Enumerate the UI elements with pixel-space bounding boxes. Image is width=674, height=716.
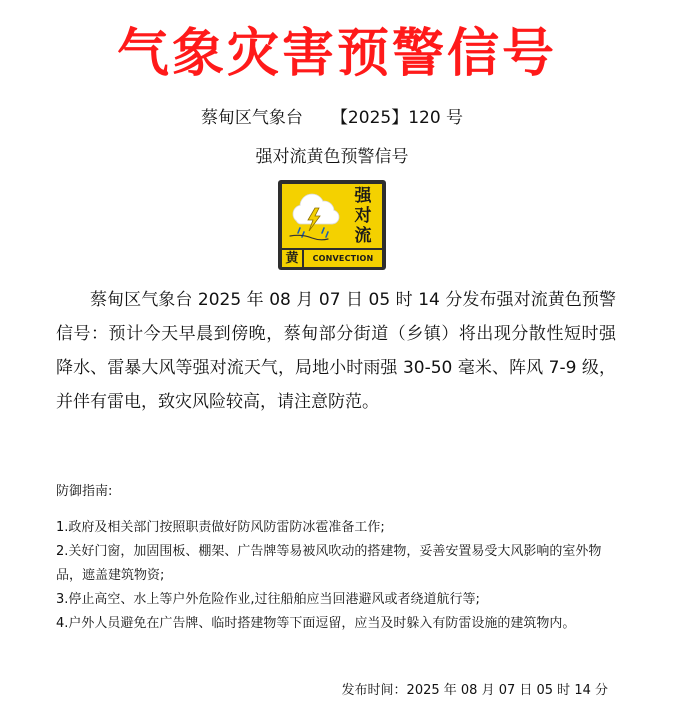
publish-time: 发布时间：2025 年 08 月 07 日 05 时 14 分: [341, 683, 608, 698]
thunderstorm-cloud-icon: [282, 184, 346, 248]
signal-chars: [346, 186, 380, 246]
doc-number: 【2025】120 号: [330, 108, 464, 128]
signal-top-panel: [282, 184, 382, 248]
guide-item: 3.停止高空、水上等户外危险作业,过往船舶应当回港避风或者绕道航行等;: [56, 592, 480, 607]
signal-char: 对: [354, 206, 372, 226]
issuer-line: [0, 106, 664, 130]
signal-char: 流: [354, 226, 372, 246]
warning-signal-icon: [278, 180, 386, 270]
guide-item: 2.关好门窗，加固围板、棚架、广告牌等易被风吹动的搭建物，妥善安置易受大风影响的室外物品，遮盖建筑物资;: [56, 544, 602, 583]
guide-item: 1.政府及相关部门按照职责做好防风防雷防冰雹准备工作;: [56, 520, 385, 535]
guide-list: [56, 516, 622, 636]
guide-item: 4.户外人员避免在广告牌、临时搭建物等下面逗留，应当及时躲入有防雷设施的建筑物内。: [56, 616, 576, 631]
signal-bottom-bar: [282, 250, 382, 267]
signal-level: 黄: [282, 250, 302, 267]
signal-name: 强对流黄色预警信号: [255, 147, 409, 167]
issuer: 蔡甸区气象台: [200, 108, 303, 128]
warning-body: 蔡甸区气象台 2025 年 08 月 07 日 05 时 14 分发布强对流黄色预警信号：预计今天早晨到傍晚，蔡甸部分街道（乡镇）将出现分散性短时强降水、雷暴大风等强对流天气，局地小时雨强 30-50 毫米、阵风 7-9 级，并伴有雷电，致灾风险较高，请注意防范。: [56, 290, 616, 412]
signal-char: 强: [354, 186, 372, 206]
page-title: 气象灾害预警信号: [116, 24, 557, 84]
signal-english: CONVECTION: [304, 250, 382, 267]
guide-title: 防御指南:: [56, 484, 113, 499]
